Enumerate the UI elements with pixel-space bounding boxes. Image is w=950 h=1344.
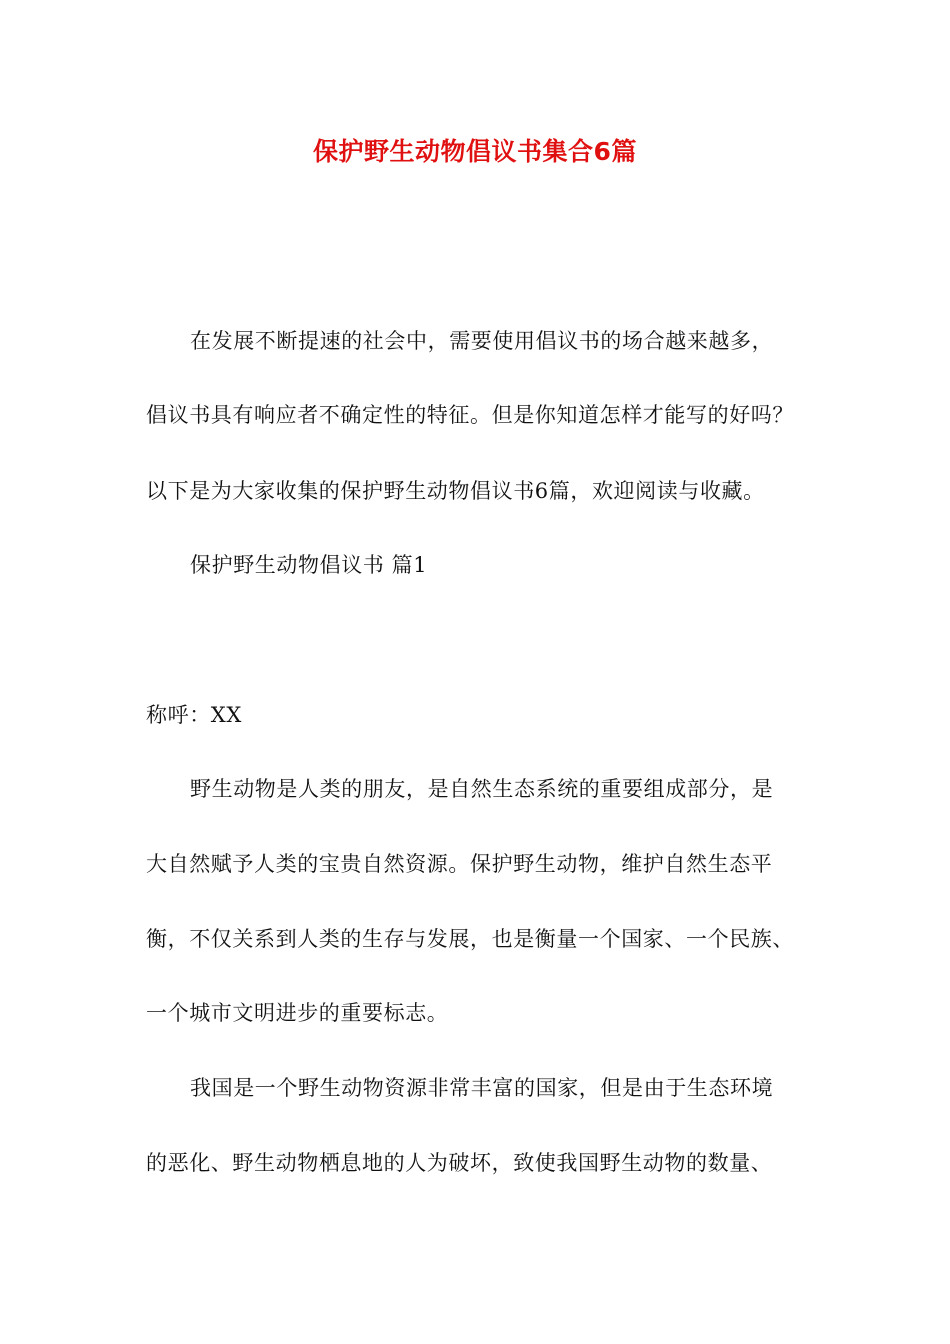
paragraph-line: 的恶化、野生动物栖息地的人为破坏，致使我国野生动物的数量、 (146, 1151, 773, 1175)
paragraph-line: 在发展不断提速的社会中，需要使用倡议书的场合越来越多， (190, 329, 774, 353)
paragraph-line: 以下是为大家收集的保护野生动物倡议书6篇，欢迎阅读与收藏。 (146, 479, 765, 503)
paragraph-line: 大自然赋予人类的宝贵自然资源。保护野生动物，维护自然生态平 (146, 852, 773, 876)
paragraph-line: 我国是一个野生动物资源非常丰富的国家，但是由于生态环境 (190, 1076, 774, 1100)
paragraph-line: 倡议书具有响应者不确定性的特征。但是你知道怎样才能写的好吗？ (146, 403, 794, 427)
salutation: 称呼：XX (146, 703, 242, 727)
section-heading: 保护野生动物倡议书 篇1 (190, 553, 428, 577)
paragraph-line: 一个城市文明进步的重要标志。 (146, 1001, 449, 1025)
paragraph-line: 野生动物是人类的朋友，是自然生态系统的重要组成部分，是 (190, 777, 774, 801)
paragraph-line: 衡，不仅关系到人类的生存与发展，也是衡量一个国家、一个民族、 (146, 927, 794, 951)
document-title: 保护野生动物倡议书集合6篇 (313, 137, 637, 166)
